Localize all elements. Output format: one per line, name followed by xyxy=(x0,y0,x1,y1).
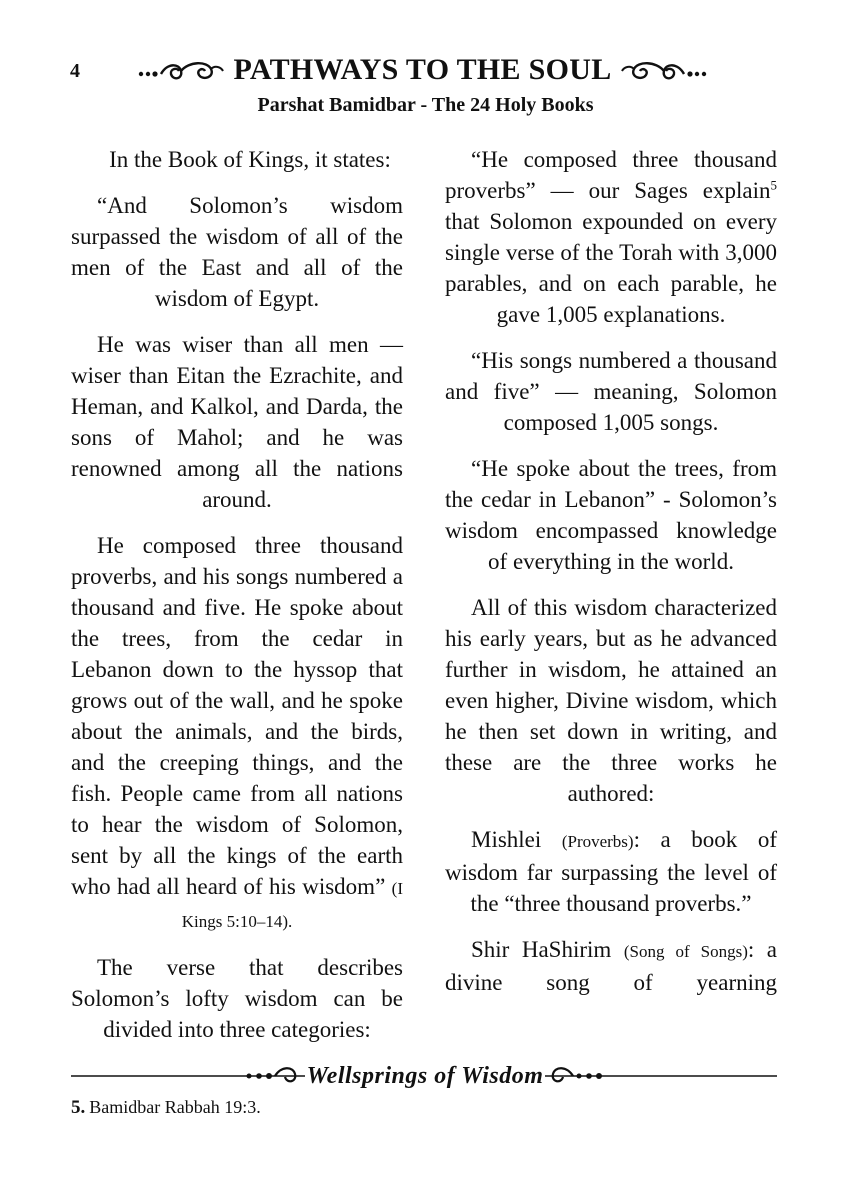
footnote xyxy=(71,1097,261,1119)
left-paragraph-5: The verse that describes Solomon’s lofty wisdom can be divided into three categories: xyxy=(71,955,403,1042)
mishlei-description: : a book of wisdom far surpassing the level of the “three thousand proverbs.” xyxy=(445,827,777,916)
right-paragraph-1-text-a: “He composed three thousand proverbs” — our Sages explain xyxy=(445,147,777,203)
right-paragraph-1-text-b: that Solomon expounded on every single verse of the Torah with 3,000 parables, and on each parable, he gave 1,005 explanations. xyxy=(445,209,777,327)
header-subtitle xyxy=(0,94,846,117)
footer-title: Wellsprings of Wisdom xyxy=(306,1063,544,1089)
footnote-number: 5. xyxy=(71,1097,86,1118)
left-paragraph-4-text: He composed three thousand proverbs, and his songs numbered a thousand and five. He spoke about the trees, from the cedar in Lebanon down to the hyssop that grows out of the wall, and he spoke about the animals, and the birds, and the creeping things, and the fish. People came from all nations to hear the wisdom of Solomon, sent by all the kings of the earth who had all heard of his wisdom” xyxy=(71,533,403,899)
right-paragraph-4: All of this wisdom characterized his early years, but as he advanced further in wisdom, he attained an even higher, Divine wisdom, which he then set down in writing, and these are the three works he authored: xyxy=(445,595,777,806)
header-title: PATHWAYS TO THE SOUL xyxy=(233,53,612,86)
running-header xyxy=(130,50,715,90)
right-flourish-ornament xyxy=(620,57,708,83)
shir-hashirim-title: Shir HaShirim xyxy=(471,937,624,962)
right-paragraph-1 xyxy=(445,144,777,330)
right-paragraph-6 xyxy=(445,934,777,998)
shir-hashirim-description: : a divine song of yearning xyxy=(445,937,777,995)
section-name: The 24 Holy Books xyxy=(431,94,594,116)
mishlei-translation: (Proverbs) xyxy=(561,832,634,851)
left-column xyxy=(71,144,403,1060)
mishlei-title: Mishlei xyxy=(471,827,562,852)
left-paragraph-4 xyxy=(71,530,403,937)
left-paragraph-1: In the Book of Kings, it states: xyxy=(109,147,391,172)
subtitle-separator: - xyxy=(415,94,432,116)
left-flourish-ornament xyxy=(137,57,225,83)
left-paragraph-3: He was wiser than all men — wiser than Eitan the Ezrachite, and Heman, and Kalkol, and Darda, the sons of Mahol; and he was renowned among all the nations around. xyxy=(71,332,403,512)
page-number: 4 xyxy=(70,60,80,82)
right-paragraph-2: “His songs numbered a thousand and five” — meaning, Solomon composed 1,005 songs. xyxy=(445,348,777,435)
right-paragraph-5 xyxy=(445,824,777,919)
footnote-text: Bamidbar Rabbah 19:3. xyxy=(89,1097,261,1117)
left-paragraph-2: “And Solomon’s wisdom surpassed the wisdom of all of the men of the East and all of the wisdom of Egypt. xyxy=(71,193,403,311)
right-paragraph-3: “He spoke about the trees, from the cedar in Lebanon” - Solomon’s wisdom encompassed knowledge of everything in the world. xyxy=(445,456,777,574)
footnote-marker[interactable]: 5 xyxy=(770,177,777,193)
parsha-name: Parshat Bamidbar xyxy=(257,94,416,116)
verse-reference: (I Kings 5:10–14). xyxy=(181,879,403,931)
shir-hashirim-translation: (Song of Songs) xyxy=(623,942,748,961)
right-column xyxy=(445,144,777,1013)
